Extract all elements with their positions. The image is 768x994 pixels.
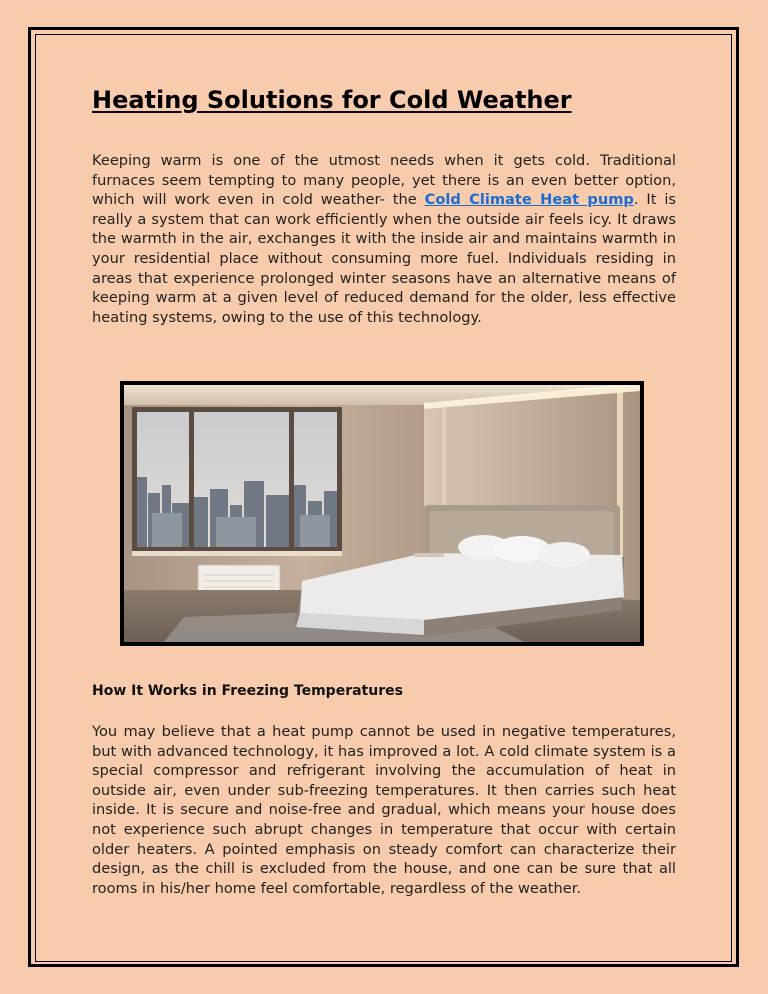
section-heading: How It Works in Freezing Temperatures (92, 683, 403, 699)
intro-text-before-link: Keeping warm is one of the utmost needs when it gets cold. Traditional furnaces seem tempting to many people, yet there is an even better option, which will work even in cold weather- the (92, 152, 676, 209)
intro-paragraph (92, 151, 676, 327)
page-title: Heating Solutions for Cold Weather (92, 86, 572, 114)
intro-text-after-link: . It is really a system that can work efficiently when the outside air feels icy. It draws the warmth in the air, exchanges it with the inside air and maintains warmth in your residential place without consuming more fuel. Individuals residing in areas that experience prolonged winter seasons have an alternative means of keeping warm at a given level of reduced demand for the older, less effective heating systems, owing to the use of this technology. (92, 191, 677, 326)
bedroom-photo (120, 381, 644, 646)
cold-climate-heat-pump-link[interactable]: Cold Climate Heat pump (424, 191, 634, 209)
bedroom-illustration (124, 385, 640, 642)
section-body-paragraph: You may believe that a heat pump cannot be used in negative temperatures, but with advanced technology, it has improved a lot. A cold climate system is a special compressor and refrigerant involving the accumulation of heat in outside air, even under sub-freezing temperatures. It then carries such heat inside. It is secure and noise-free and gradual, which means your house does not experience such abrupt changes in temperature that occur with certain older heaters. A pointed emphasis on steady comfort can characterize their design, as the chill is excluded from the house, and one can be sure that all rooms in his/her home feel comfortable, regardless of the weather. (92, 723, 676, 897)
